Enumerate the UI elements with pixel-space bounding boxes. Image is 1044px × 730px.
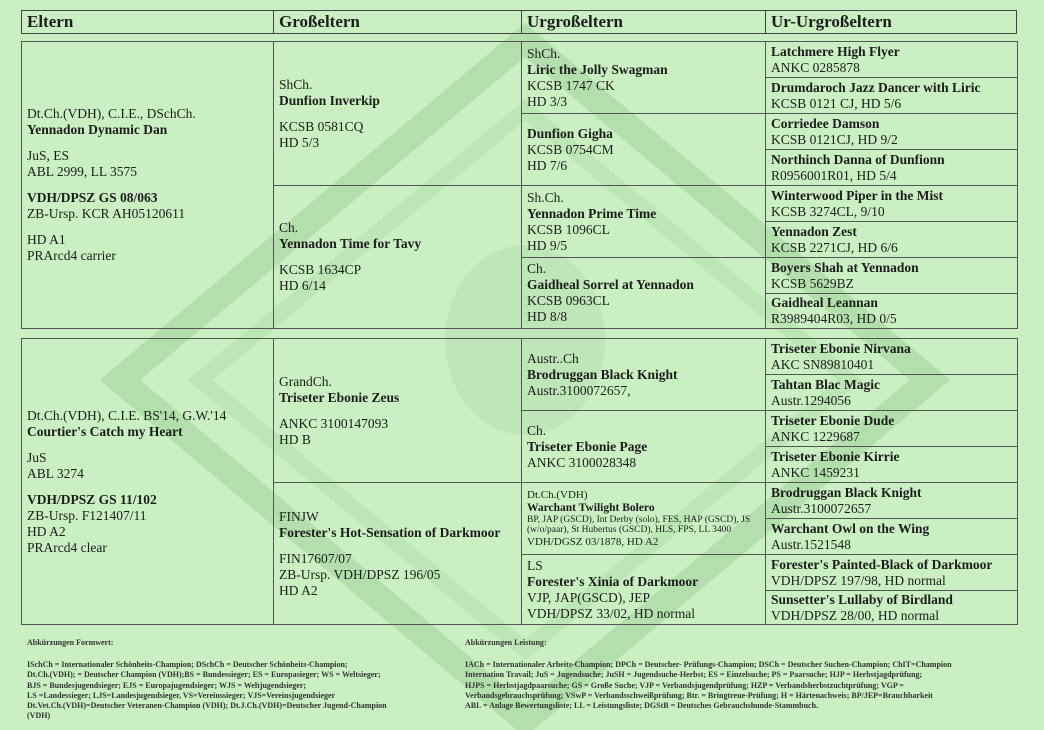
- dam-gp1-name: Triseter Ebonie Zeus: [279, 389, 400, 405]
- dam-gp2-name: Forester's Hot-Sensation of Darkmoor: [279, 524, 501, 540]
- sire-hd: HD A1: [27, 232, 66, 247]
- sire-gp2-hd: HD 6/14: [279, 278, 326, 293]
- dam-g3-7: [766, 555, 1018, 591]
- sire-g3-8-info: R3989404R03, HD 0/5: [771, 311, 897, 326]
- dam-g3-8: [766, 591, 1018, 625]
- sire-g3-8-name: Gaidheal Leannan: [771, 295, 878, 310]
- dam-g3-6-name: Warchant Owl on the Wing: [771, 520, 930, 536]
- sire-ggp3-title: Sh.Ch.: [527, 189, 564, 205]
- sire-gp2-reg: KCSB 1634CP: [279, 262, 362, 277]
- sire-g3-7-info: KCSB 5629BZ: [771, 275, 854, 291]
- header-eltern: Eltern: [27, 12, 74, 31]
- dam-line1: JuS: [27, 449, 47, 465]
- sire-ggp4-hd: HD 8/8: [527, 309, 568, 324]
- dam-g3-1-info: AKC SN89810401: [771, 356, 875, 372]
- header-grosseltern: Großeltern: [279, 12, 360, 31]
- abbr-formwert-title: Abkürzungen Formwert:: [27, 638, 114, 647]
- abbr-formwert-line: Dt.Ch.(VDH); = Deutscher Champion (VDH);BS = Bundessieger; ES = Europasieger; WS = Weltsieger;: [27, 670, 381, 680]
- dam-pedigree: [21, 338, 1018, 625]
- sire-ggp4-name: Gaidheal Sorrel at Yennadon: [527, 277, 694, 292]
- abbr-formwert: [27, 638, 447, 721]
- dam-gp1-title: GrandCh.: [279, 373, 332, 389]
- sire-reg: VDH/DPSZ GS 08/063: [27, 190, 158, 205]
- abbr-formwert-line: (VDH): [27, 711, 51, 721]
- sire-g3-3-info: KCSB 0121CJ, HD 9/2: [771, 131, 898, 147]
- header-urgrosseltern: Urgroßeltern: [527, 12, 623, 31]
- dam-g3-3-name: Triseter Ebonie Dude: [771, 412, 895, 428]
- sire-g3-6-name: Yennadon Zest: [771, 223, 857, 239]
- sire-g3-4: [766, 150, 1018, 186]
- dam-g3-7-name: Forester's Painted-Black of Darkmoor: [771, 556, 993, 572]
- sire-pedigree: [21, 41, 1018, 329]
- dam-gp2-reg: FIN17607/07: [279, 550, 352, 566]
- sire-gp1-title: ShCh.: [279, 76, 313, 92]
- abbr-leistung-line: Internation Travail; JuS = Jugendsuche; JuSH = Jugendsuche-Herbst; ES = Einzelsuche; PS = Paarsuche; HJP = Herbstjagdprüfung;: [465, 670, 923, 680]
- dam-titles: Dt.Ch.(VDH), C.I.E. BS'14, G.W.'14: [27, 407, 227, 423]
- sire-g3-5: [766, 186, 1018, 222]
- sire-g3-2-name: Drumdaroch Jazz Dancer with Liric: [771, 79, 981, 95]
- dam-g3-3-info: ANKC 1229687: [771, 428, 860, 444]
- sire-name: Yennadon Dynamic Dan: [27, 122, 168, 137]
- dam-gp2-cell: [274, 483, 522, 625]
- dam-ggp3-reg: VDH/DGSZ 03/1878, HD A2: [527, 535, 659, 548]
- abbr-formwert-line: LS =Landessieger; LJS=Landesjugendsieger, VS=Vereinssieger; VJS=Vereinsjugendsieger: [27, 690, 336, 700]
- sire-ggp1-name: Liric the Jolly Swagman: [527, 61, 668, 77]
- dam-g3-4-name: Triseter Ebonie Kirrie: [771, 448, 900, 464]
- sire-gp1-hd: HD 5/3: [279, 134, 320, 150]
- dam-ggp4-reg: VDH/DPSZ 33/02, HD normal: [527, 605, 695, 621]
- dam-line2: ABL 3274: [27, 465, 84, 481]
- dam-g3-2: [766, 375, 1018, 411]
- dam-g3-4-info: ANKC 1459231: [771, 464, 860, 480]
- sire-g3-7-name: Boyers Shah at Yennadon: [771, 259, 919, 275]
- sire-pra: PRArcd4 carrier: [27, 248, 116, 263]
- header-ururgrosseltern: Ur-Urgroßeltern: [771, 12, 892, 31]
- sire-line1: JuS, ES: [27, 148, 70, 163]
- dam-g3-3: [766, 411, 1018, 447]
- dam-ggp2-name: Triseter Ebonie Page: [527, 438, 648, 454]
- abbr-leistung: [465, 638, 1025, 711]
- sire-gp2-title: Ch.: [279, 220, 299, 235]
- sire-gp2-name: Yennadon Time for Tavy: [279, 236, 422, 251]
- pedigree-header: [21, 10, 1017, 34]
- sire-ggp1-cell: [522, 42, 766, 114]
- dam-gp1-hd: HD B: [279, 431, 311, 447]
- sire-g3-7: [766, 258, 1018, 294]
- abbr-leistung-line: IACh = Internationaler Arbeits-Champion; DPCh = Deutscher- Prüfungs-Champion; DSCh = Deutscher Suchen-Champion; ChIT=Champion: [465, 660, 952, 670]
- dam-gp2-title: FINJW: [279, 508, 319, 524]
- sire-g3-2: [766, 78, 1018, 114]
- dam-g3-5: [766, 483, 1018, 519]
- sire-ggp3-hd: HD 9/5: [527, 237, 568, 253]
- sire-g3-5-name: Winterwood Piper in the Mist: [771, 187, 943, 203]
- sire-g3-6: [766, 222, 1018, 258]
- abbr-leistung-line: ABL = Anlage Bewertungsliste; LL = Leistungsliste; DGStB = Deutsches Gebrauchshunde-Stammbuch.: [465, 701, 819, 711]
- sire-ggp3-reg: KCSB 1096CL: [527, 221, 610, 237]
- dam-g3-1: [766, 339, 1018, 375]
- dam-ggp4-name: Forester's Xinia of Darkmoor: [527, 573, 699, 589]
- dam-ggp4-line: VJP, JAP(GSCD), JEP: [527, 589, 651, 605]
- dam-ggp3-title: Dt.Ch.(VDH): [527, 488, 588, 501]
- dam-ggp1-title: Austr..Ch: [527, 350, 579, 366]
- sire-g3-5-info: KCSB 3274CL, 9/10: [771, 203, 885, 219]
- sire-ggp4-reg: KCSB 0963CL: [527, 293, 610, 308]
- sire-g3-8: [766, 294, 1018, 329]
- dam-cell: [22, 339, 274, 625]
- dam-g3-2-name: Tahtan Blac Magic: [771, 376, 881, 392]
- sire-ggp3-cell: [522, 186, 766, 258]
- dam-gp2-zb: ZB-Ursp. VDH/DPSZ 196/05: [279, 566, 441, 582]
- header-grid: [21, 10, 1017, 34]
- dam-g3-2-info: Austr.1294056: [771, 392, 851, 408]
- sire-g3-4-info: R0956001R01, HD 5/4: [771, 167, 897, 183]
- dam-ggp2-title: Ch.: [527, 422, 547, 438]
- dam-ggp1-reg: Austr.3100072657,: [527, 382, 631, 398]
- dam-gp1-reg: ANKC 3100147093: [279, 415, 389, 431]
- dam-hd: HD A2: [27, 523, 66, 539]
- sire-titles: Dt.Ch.(VDH), C.I.E., DSchCh.: [27, 106, 196, 121]
- sire-ggp2-hd: HD 7/6: [527, 157, 568, 173]
- sire-g3-2-info: KCSB 0121 CJ, HD 5/6: [771, 95, 902, 111]
- sire-ggp2-reg: KCSB 0754CM: [527, 141, 614, 157]
- dam-g3-7-info: VDH/DPSZ 197/98, HD normal: [771, 572, 946, 588]
- sire-g3-1: [766, 42, 1018, 78]
- dam-reg: VDH/DPSZ GS 11/102: [27, 491, 157, 507]
- dam-gp2-hd: HD A2: [279, 582, 318, 598]
- dam-g3-5-info: Austr.3100072657: [771, 500, 872, 516]
- sire-g3-6-info: KCSB 2271CJ, HD 6/6: [771, 239, 898, 255]
- abbr-leistung-line: HJPS = Herbstjagdpaarsuche; GS = Große Suche; VJP = Verbandsjugendprüfung; HZP = Verbandsherbstzuchtprüfung; VGP =: [465, 680, 904, 690]
- dam-ggp1-name: Brodruggan Black Knight: [527, 366, 678, 382]
- sire-zb: ZB-Ursp. KCR AH05120611: [27, 206, 186, 221]
- dam-gp1-cell: [274, 339, 522, 483]
- sire-ggp1-title: ShCh.: [527, 45, 561, 61]
- sire-ggp2-cell: [522, 114, 766, 186]
- dam-ggp4-title: LS: [527, 557, 543, 573]
- sire-line2: ABL 2999, LL 3575: [27, 164, 137, 179]
- sire-g3-4-name: Northinch Danna of Dunfionn: [771, 151, 945, 167]
- dam-ggp2-reg: ANKC 3100028348: [527, 454, 637, 470]
- sire-ggp2-name: Dunfion Gigha: [527, 125, 613, 141]
- sire-gp1-reg: KCSB 0581CQ: [279, 118, 364, 134]
- sire-ggp4-cell: [522, 258, 766, 329]
- dam-ggp3-cell: [522, 483, 766, 555]
- abbr-leistung-line: Verbandsgebrauchsprüfung; VSwP = Verbandsschweißprüfung; Btr. = Bringtreue-Prüfung; H = Härtenachweis; BP/JEP=Brauchbarkeit: [465, 690, 933, 700]
- dam-ggp3-small: BP, JAP (GSCD), Int Derby (solo), FES, HAP (GSCD), JS (w/o/paar), St Hubertus (GSCD), HLS, FPS, LL 3400: [527, 514, 751, 535]
- dam-g3-6: [766, 519, 1018, 555]
- dam-name: Courtier's Catch my Heart: [27, 423, 183, 439]
- abbr-leistung-title: Abkürzungen Leistung:: [465, 638, 547, 647]
- dam-g3-1-name: Triseter Ebonie Nirvana: [771, 340, 911, 356]
- dam-ggp2-cell: [522, 411, 766, 483]
- sire-gp2-cell: [274, 186, 522, 329]
- sire-ggp1-reg: KCSB 1747 CK: [527, 77, 615, 93]
- dam-g3-8-info: VDH/DPSZ 28/00, HD normal: [771, 607, 939, 623]
- sire-g3-1-name: Latchmere High Flyer: [771, 43, 900, 59]
- dam-g3-5-name: Brodruggan Black Knight: [771, 484, 922, 500]
- sire-gp1-name: Dunfion Inverkip: [279, 92, 380, 108]
- sire-ggp3-name: Yennadon Prime Time: [527, 205, 657, 221]
- sire-cell: [22, 42, 274, 329]
- dam-ggp4-cell: [522, 555, 766, 625]
- abbr-formwert-line: ISchCh = Internationaler Schönheits-Champion; DSchCh = Deutscher Schönheits-Champion;: [27, 660, 348, 670]
- sire-ggp1-hd: HD 3/3: [527, 93, 568, 109]
- sire-g3-1-info: ANKC 0285878: [771, 59, 860, 75]
- dam-g3-4: [766, 447, 1018, 483]
- dam-g3-6-info: Austr.1521548: [771, 536, 851, 552]
- sire-ggp4-title: Ch.: [527, 261, 547, 276]
- dam-pra: PRArcd4 clear: [27, 539, 107, 555]
- abbr-formwert-line: Dt.Vet.Ch.(VDH)=Deutscher Veteranen-Champion (VDH); Dt.J.Ch.(VDH)=Deutscher Jugend-Champion: [27, 701, 387, 711]
- sire-g3-3: [766, 114, 1018, 150]
- sire-g3-3-name: Corriedee Damson: [771, 115, 880, 131]
- dam-g3-8-name: Sunsetter's Lullaby of Birdland: [771, 591, 953, 607]
- dam-ggp1-cell: [522, 339, 766, 411]
- abbr-formwert-line: BJS = Bundesjugendsieger; EJS = Europajugendsieger; WJS = Weltjugendsieger;: [27, 680, 307, 690]
- dam-ggp3-name: Warchant Twilight Bolero: [527, 501, 655, 514]
- sire-gp1-cell: [274, 42, 522, 186]
- dam-zb: ZB-Ursp. F121407/11: [27, 507, 147, 523]
